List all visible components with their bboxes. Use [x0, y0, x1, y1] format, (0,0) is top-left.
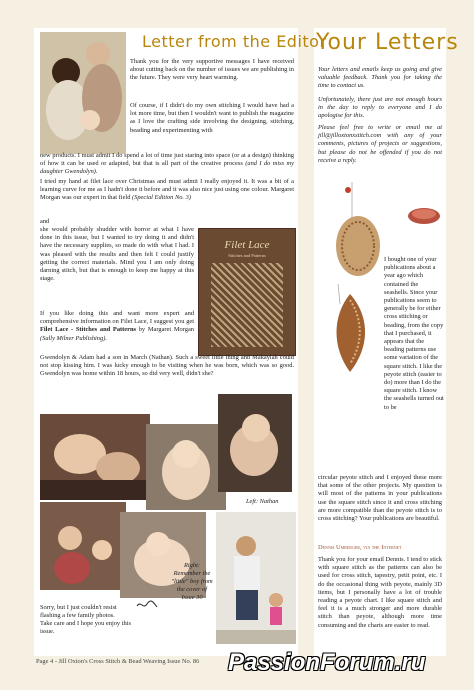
editor-para-2b [40, 152, 294, 177]
editor-para-4-mid: by Margaret Morgan [138, 326, 194, 334]
family-photo-nathan [218, 394, 292, 492]
editor-para-7: Take care and I hope you enjoy this issue. [40, 620, 131, 636]
editor-para-4-start: If you like doing this and want more expert and comprehensive information on Filet Lace, I suggest you get [40, 310, 194, 326]
boy-photo-image [216, 512, 296, 644]
family-photo-top-image [40, 32, 126, 154]
family-photo-baby-2 [146, 424, 226, 510]
editor-para-5: Gwendolyn & Adam had a son in March (Nathan). Such a sweet little thing and Makaylah could not stop kissing him. I was lucky enough to be visiting when he was born, which was so good. Gwendolyn was home within 18 hours, so did very well, didn't she? [40, 354, 294, 378]
editor-para-2b-italic: (and I do miss my daughter Gwendolyn). [40, 160, 294, 176]
seashell-spiral-image [318, 284, 382, 376]
editor-para-3a [40, 178, 294, 203]
editor-para-1: Thank you for the very supportive messages I have received about cutting back on the number of issues we are publishing in the future. They were very heart warming. [130, 58, 294, 82]
family-photo-top [40, 32, 126, 154]
signature-icon [135, 598, 159, 610]
letters-intro-1: Your letters and emails keep us going and give valuable feedback. Thank you for taking the time to contact us. [318, 66, 442, 90]
letters-intro-2: Unfortunately, there just are not enough hours in the day to reply to everyone and I do apologise for this. [318, 96, 442, 120]
book-subtitle: Stitches and Patterns [228, 253, 266, 258]
children-photo-image [40, 502, 126, 590]
editor-para-3a-end: and [40, 218, 50, 225]
letters-intro-3: Please feel free to write or email me at jill@jilloxtonxstitch.com with any of your comments, pictures of projects or suggestions, but please do not be offended if you do not receive a reply. [318, 124, 442, 164]
family-photo-baby-1 [40, 414, 150, 500]
caption-boy: Right: Remember the "little" boy from the cover of Issue 30 [171, 562, 213, 601]
letter-1-part-2: circular peyote stitch and I enjoyed these more that some of the other projects. My question is will most of the patterns in your publications use the square stitch since it and cross stitching are more compatible than the peyote stitch is to cross stitching? Your publications are beautiful. [318, 474, 442, 523]
letter-1-text: I bought one of your publications about a year ago which contained the seashells. Since your publications seem to generally be for either cross stitching or beading, from the copy that I purchased, it appears that the beading patterns use some variation of the square stitch. I like the peyote stitch (easier to do) more than I do the square stitch. I know the seashells turned out to be [384, 256, 444, 411]
editor-para-6: Sorry, but I just couldn't resist flashing a few family photos. [40, 604, 117, 620]
letter-reply: Thank you for your email Dennis. I tend to stick with square stitch as the patterns can also be used for cross stitch, tapestry, petit point, etc. I do the occasional thing with peyote, mainly 3D items, but I personally have a lot of trouble reading a peyote chart. I like square stitch and feel it is a much stronger and more durable stitch than peyote, although more time consuming and the charts are easier to read. [318, 556, 442, 629]
watermark-logo: PassionForum.ru [228, 649, 426, 676]
book-cover [198, 228, 296, 356]
letter-1-part-1 [384, 256, 444, 412]
editor-para-2a: Of course, if I didn't do my own stitching I would have had a lot more time, but then I wouldn't want to publish the magazine as I love the crafting side involving the designing, stitching, beading and experimenting with [130, 102, 294, 134]
letter-signoff: Dennis Umberger, via the Internet [318, 544, 402, 551]
editor-para-2b-text: new products. I must admit I do spend a lot of time just staring into space (or at a design) thinking of how it can be used or adapted, but that is all part of the creative process [40, 152, 294, 168]
lace-pattern [211, 263, 283, 347]
editor-para-4 [40, 310, 194, 343]
editor-para-4-italic: (Sally Milner Publishing). [40, 334, 107, 342]
editor-para-4-bold: Filet Lace - Stitches and Patterns [40, 326, 136, 334]
book-title: Filet Lace [224, 239, 270, 251]
editor-para-3a-text: I tried my hand at filet lace over Christmas and must admit I really enjoyed it. It was a bit of a learning curve for me as I hadn't done it before and it was also nice just using one colour. Margaret Morgan was our expert in that field [40, 178, 294, 202]
page-footer: Page 4 - Jill Oxton's Cross Stitch & Bead Weaving Issue No. 86 [36, 658, 200, 665]
editor-para-3a-italic: (Special Edition No. 3) [132, 194, 191, 202]
editor-para-3b: she would probably shudder with horror at what I have done in this issue, but I wanted to try doing it and didn't have the necessary supplies, so made do with what I had. I was pleased with the results and then felt I could justify getting the correct materials. Mind you I am only doing darning stitch, but that is enough to keep me happy at this stage. [40, 226, 194, 283]
letters-title: Your Letters [316, 30, 459, 55]
family-photo-children [40, 502, 126, 590]
baby-photo-2-image [146, 424, 226, 510]
baby-photo-1-image [40, 414, 150, 500]
caption-nathan: Left: Nathan [246, 498, 279, 505]
family-photo-boy [216, 512, 296, 644]
nathan-photo-image [218, 394, 292, 492]
editor-title: Letter from the Editor [142, 32, 327, 51]
